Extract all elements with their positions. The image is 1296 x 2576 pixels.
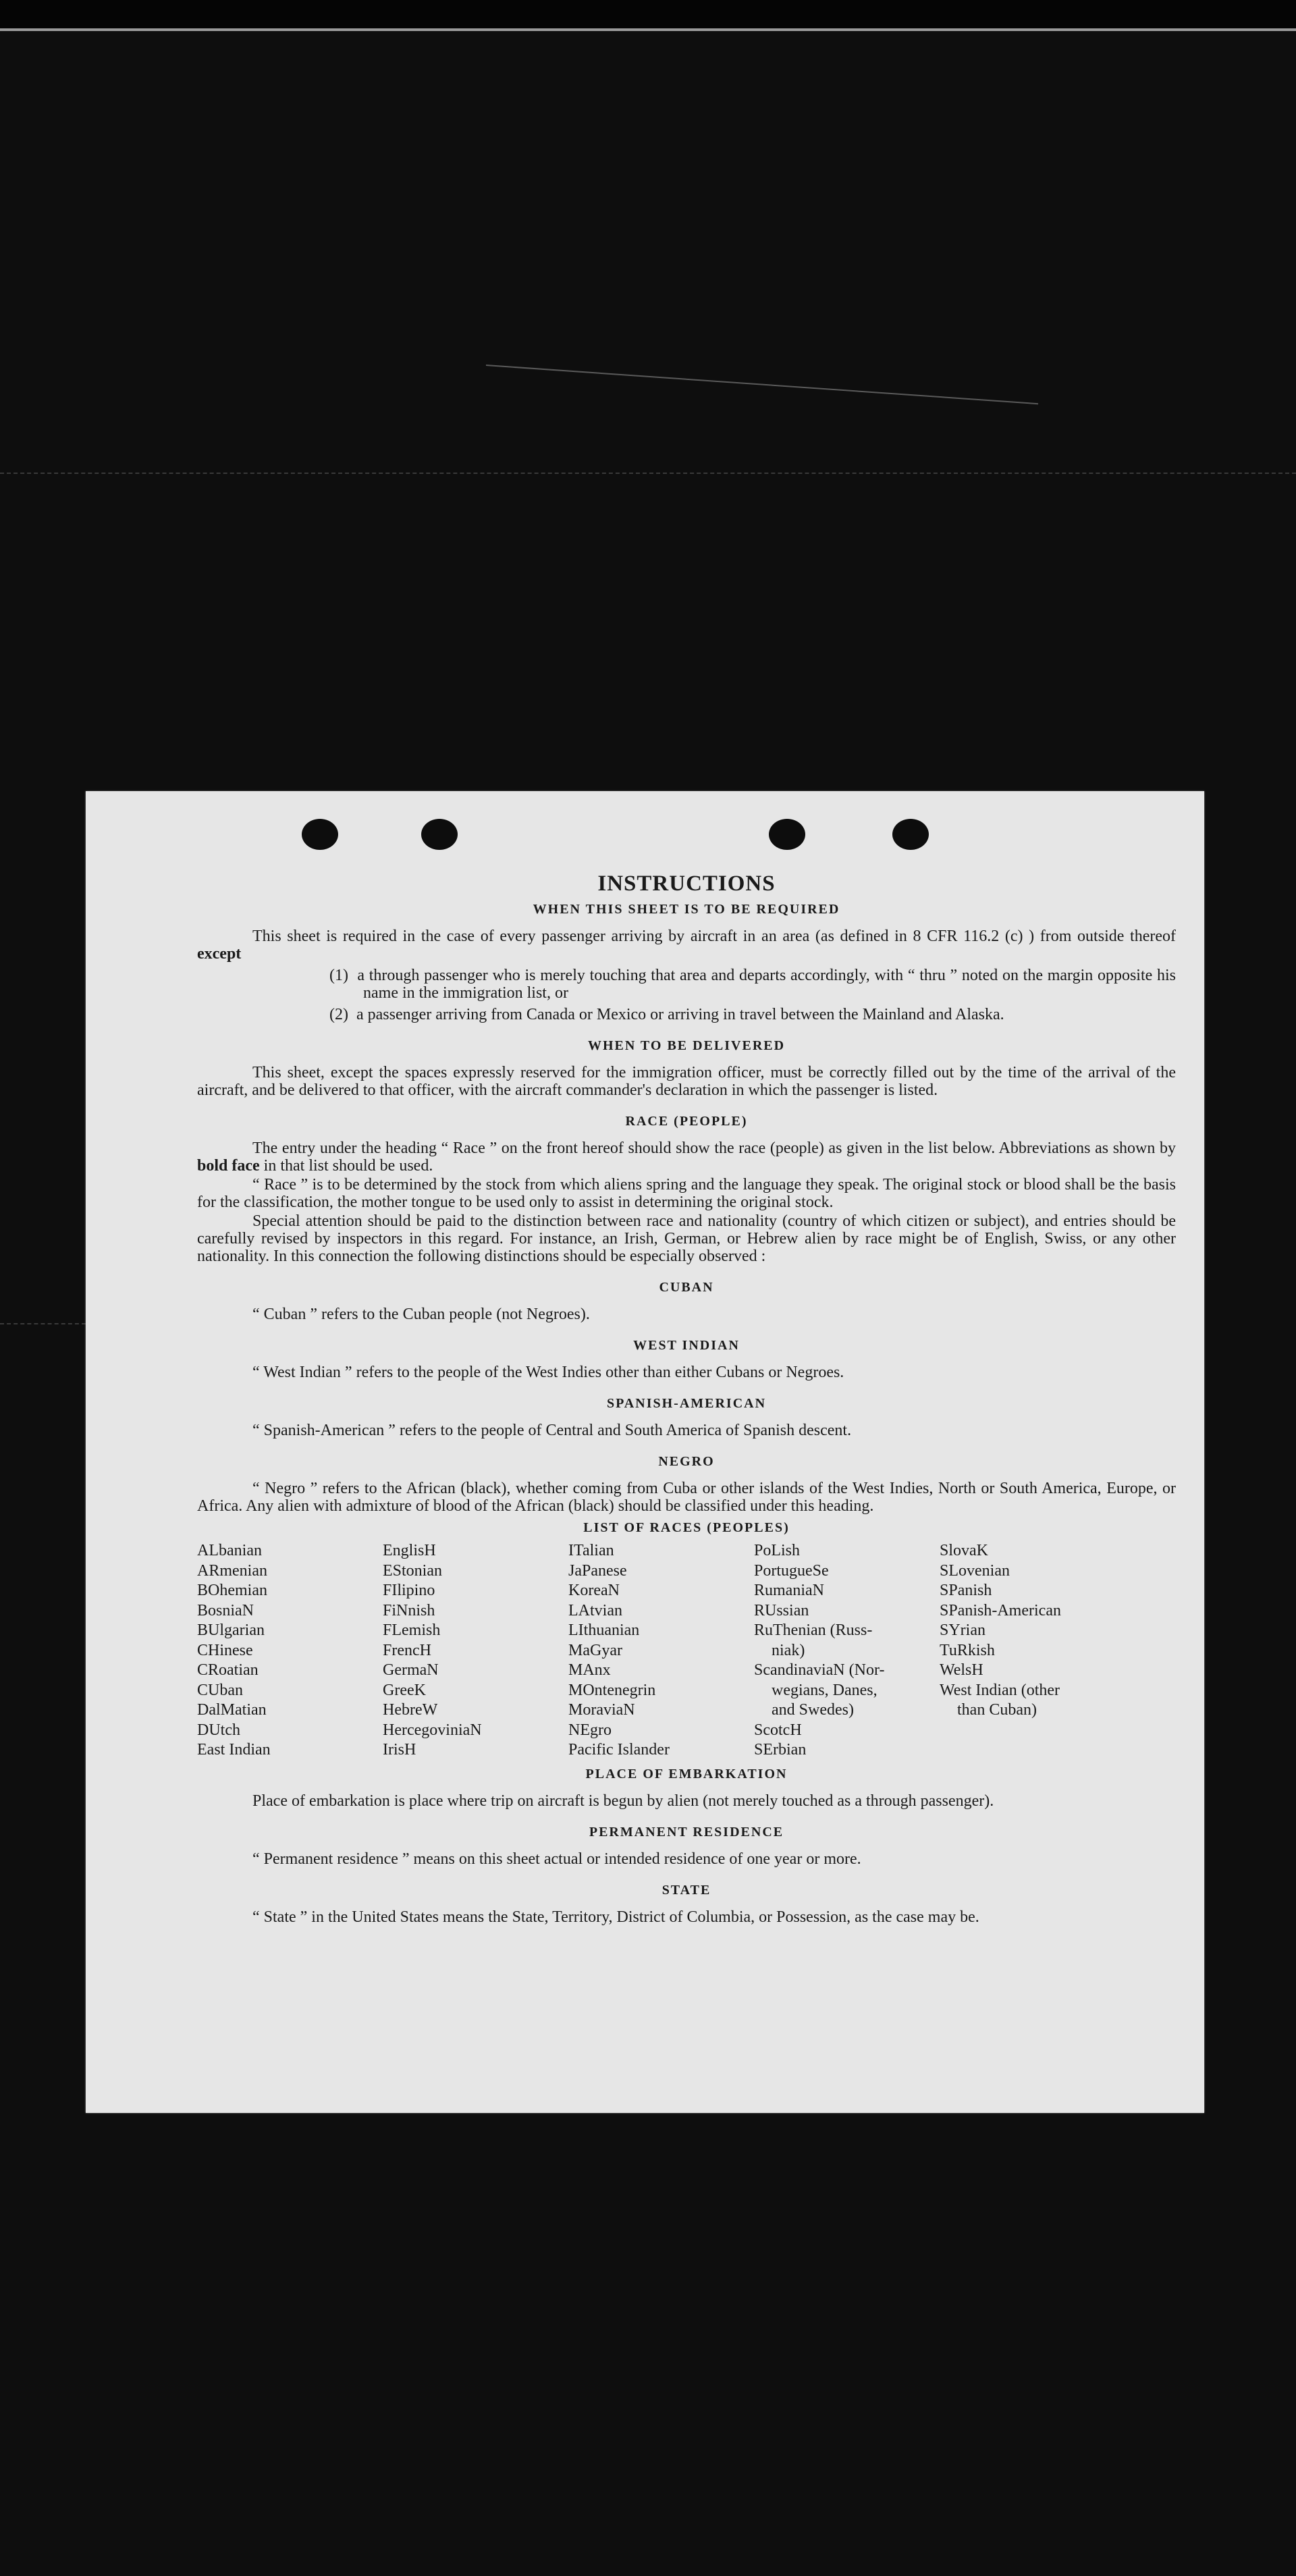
race-item: GreeK bbox=[383, 1681, 426, 1699]
punch-hole bbox=[769, 819, 805, 850]
race-item: Pacific Islander bbox=[568, 1741, 670, 1759]
race-item: NEgro bbox=[568, 1721, 612, 1739]
race-column-2 bbox=[383, 1542, 568, 1761]
paragraph-race-2: “ Race ” is to be determined by the stock from which aliens spring and the language they speak. The original stock or blood shall be the basis for the classification, the mother tongue to be used only to assist in determining the original stock. bbox=[197, 1176, 1176, 1211]
race-item: PortugueSe bbox=[754, 1561, 829, 1580]
race-item: FIlipino bbox=[383, 1582, 435, 1599]
race-item: MoraviaN bbox=[568, 1701, 635, 1719]
heading-list-of-races: LIST OF RACES (PEOPLES) bbox=[583, 1520, 790, 1535]
race-item bbox=[940, 1721, 1125, 1742]
race-item: FrencH bbox=[383, 1641, 431, 1659]
paragraph-permanent-residence: “ Permanent residence ” means on this sheet actual or intended residence of one year or more. bbox=[252, 1850, 861, 1868]
race-item: MAnx bbox=[568, 1661, 611, 1679]
paragraph-spanish-american: “ Spanish-American ” refers to the people of Central and South America of Spanish descent. bbox=[252, 1422, 852, 1439]
film-scratch bbox=[486, 365, 1038, 404]
heading-spanish-american: SPANISH-AMERICAN bbox=[606, 1396, 767, 1411]
race-item: BUlgarian bbox=[197, 1621, 265, 1639]
race-item: SPanish bbox=[940, 1582, 992, 1599]
race-item: and Swedes) bbox=[772, 1701, 854, 1719]
paragraph-embarkation: Place of embarkation is place where trip on aircraft is begun by alien (not merely touched as a through passenger). bbox=[252, 1792, 994, 1810]
heading-state: STATE bbox=[662, 1882, 711, 1898]
heading-cuban: CUBAN bbox=[659, 1280, 714, 1295]
sheet-content bbox=[197, 871, 1176, 1927]
paragraph-state: “ State ” in the United States means the State, Territory, District of Columbia, or Possession, as the case may be. bbox=[252, 1908, 979, 1926]
race-item: KoreaN bbox=[568, 1582, 620, 1599]
punch-hole bbox=[892, 819, 929, 850]
race-list bbox=[197, 1542, 1176, 1761]
race-item: SlovaK bbox=[940, 1542, 988, 1559]
race-item: MOntenegrin bbox=[568, 1681, 656, 1699]
race-item: ScandinaviaN (Nor- bbox=[754, 1661, 885, 1679]
punch-hole bbox=[421, 819, 458, 850]
document-title: INSTRUCTIONS bbox=[597, 871, 776, 896]
scan-top-border bbox=[0, 0, 1296, 31]
race-item: SPanish-American bbox=[940, 1601, 1061, 1619]
race-item: TuRkish bbox=[940, 1641, 995, 1659]
heading-when-required: WHEN THIS SHEET IS TO BE REQUIRED bbox=[533, 902, 840, 917]
race-item: EnglisH bbox=[383, 1542, 436, 1559]
film-dashes bbox=[0, 473, 1296, 474]
paragraph-cuban: “ Cuban ” refers to the Cuban people (not Negroes). bbox=[252, 1306, 590, 1323]
race-item: LAtvian bbox=[568, 1601, 622, 1619]
race-item: FiNnish bbox=[383, 1601, 435, 1619]
race-item: HercegoviniaN bbox=[383, 1721, 482, 1739]
paragraph-negro: “ Negro ” refers to the African (black), whether coming from Cuba or other islands of the West Indies, North or South America, Europe, or Africa. Any alien with admixture of blood of the African (black) should be classified under this heading. bbox=[197, 1480, 1176, 1515]
race-item: SLovenian bbox=[940, 1561, 1010, 1580]
heading-when-delivered: WHEN TO BE DELIVERED bbox=[587, 1038, 786, 1053]
race-item: LIthuanian bbox=[568, 1621, 640, 1639]
heading-race: RACE (PEOPLE) bbox=[625, 1114, 748, 1129]
race-item: SErbian bbox=[754, 1741, 807, 1759]
race-item: CUban bbox=[197, 1681, 243, 1699]
race-item: than Cuban) bbox=[957, 1701, 1037, 1719]
race-column-4 bbox=[754, 1542, 940, 1761]
race-item: MaGyar bbox=[568, 1641, 622, 1659]
race-column-1 bbox=[197, 1542, 383, 1761]
race-item: CHinese bbox=[197, 1641, 253, 1659]
race-item: West Indian (other bbox=[940, 1681, 1060, 1699]
race-item: SYrian bbox=[940, 1621, 986, 1639]
race-item: wegians, Danes, bbox=[772, 1681, 878, 1699]
race-item: DalMatian bbox=[197, 1701, 267, 1719]
race-item: ALbanian bbox=[197, 1542, 262, 1559]
race-item: EStonian bbox=[383, 1561, 442, 1580]
exception-item-2: (2) a passenger arriving from Canada or Mexico or arriving in travel between the Mainland and Alaska. bbox=[329, 1006, 1004, 1023]
race-column-3 bbox=[568, 1542, 754, 1761]
race-item: CRoatian bbox=[197, 1661, 259, 1679]
race-item: JaPanese bbox=[568, 1561, 627, 1580]
race-item: RuThenian (Russ- bbox=[754, 1621, 873, 1639]
heading-embarkation: PLACE OF EMBARKATION bbox=[585, 1766, 788, 1781]
heading-permanent-residence: PERMANENT RESIDENCE bbox=[589, 1824, 784, 1840]
race-item: BosniaN bbox=[197, 1601, 254, 1619]
race-item: BOhemian bbox=[197, 1582, 267, 1599]
race-item bbox=[940, 1741, 1125, 1761]
race-item: RumaniaN bbox=[754, 1582, 824, 1599]
exception-item-1: (1) a through passenger who is merely touching that area and departs accordingly, with “ thru ” noted on the margin opposite his name in the immigration list, or bbox=[329, 967, 1176, 1002]
paragraph-west-indian: “ West Indian ” refers to the people of the West Indies other than either Cubans or Negroes. bbox=[252, 1364, 844, 1381]
heading-west-indian: WEST INDIAN bbox=[633, 1338, 740, 1353]
race-item: niak) bbox=[772, 1641, 805, 1659]
race-item: DUtch bbox=[197, 1721, 240, 1739]
race-item: WelsH bbox=[940, 1661, 983, 1679]
paragraph-when-required: This sheet is required in the case of every passenger arriving by aircraft in an area (as defined in 8 CFR 116.2 (c) ) from outside thereof except bbox=[197, 928, 1176, 963]
race-item: ScotcH bbox=[754, 1721, 802, 1739]
race-item: ITalian bbox=[568, 1542, 614, 1559]
race-item: ARmenian bbox=[197, 1561, 267, 1580]
paragraph-when-delivered: This sheet, except the spaces expressly reserved for the immigration officer, must be correctly filled out by the time of the arrival of the aircraft, and be delivered to that officer, with the aircraft commander's declaration in which the passenger is listed. bbox=[197, 1064, 1176, 1099]
race-item: RUssian bbox=[754, 1601, 809, 1619]
race-item: PoLish bbox=[754, 1542, 801, 1559]
race-item: HebreW bbox=[383, 1701, 438, 1719]
paragraph-race-3: Special attention should be paid to the distinction between race and nationality (country of which citizen or subject), and entries should be carefully revised by inspectors in this regard. For instance, an Irish, German, or Hebrew alien by race might be of English, Swiss, or any other nationality. In this connection the following distinctions should be especially observed : bbox=[197, 1212, 1176, 1265]
film-dashes bbox=[0, 1323, 86, 1324]
race-item: IrisH bbox=[383, 1741, 416, 1759]
punch-hole bbox=[302, 819, 338, 850]
race-item: FLemish bbox=[383, 1621, 441, 1639]
instruction-sheet bbox=[86, 791, 1204, 2113]
race-column-5 bbox=[940, 1542, 1125, 1761]
heading-negro: NEGRO bbox=[658, 1454, 715, 1469]
paragraph-race-1: The entry under the heading “ Race ” on the front hereof should show the race (people) as given in the list below. Abbreviations as shown by bold face in that list should be used. bbox=[197, 1139, 1176, 1175]
race-item: East Indian bbox=[197, 1741, 271, 1759]
race-item: GermaN bbox=[383, 1661, 439, 1679]
